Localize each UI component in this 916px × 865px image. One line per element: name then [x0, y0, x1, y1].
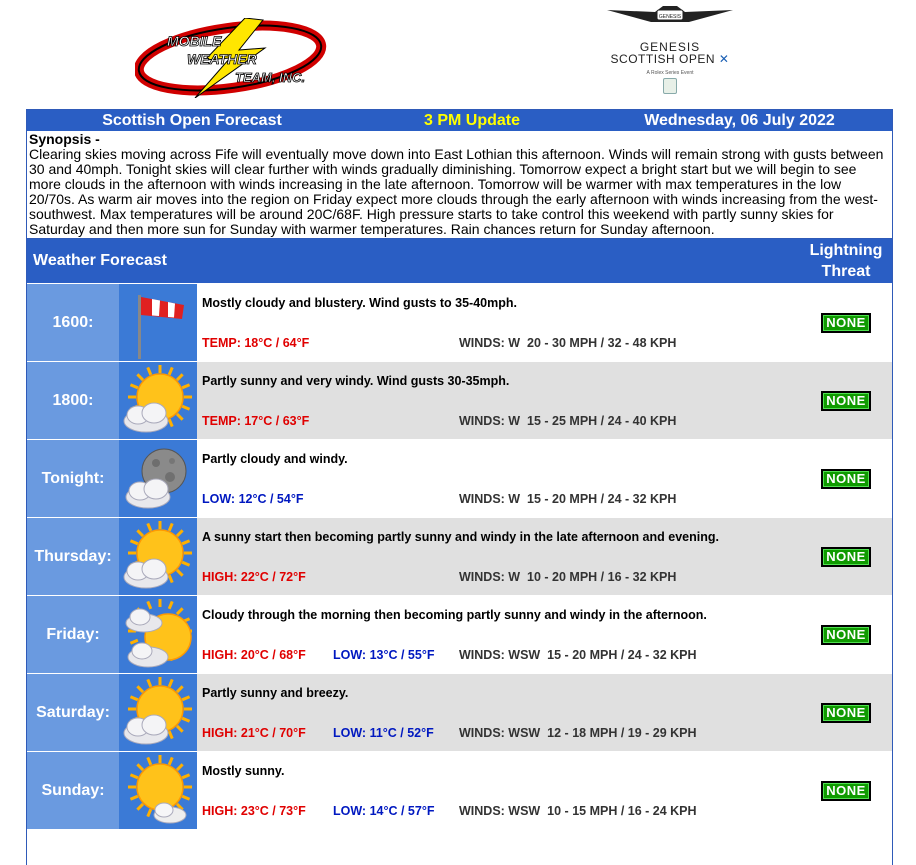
weather-forecast-title: Weather Forecast	[33, 252, 167, 269]
lightning-threat-badge: NONE	[821, 469, 871, 489]
forecast-details	[197, 362, 800, 439]
period-label: Friday:	[27, 596, 119, 673]
period-label: Thursday:	[27, 518, 119, 595]
forecast-description: Cloudy through the morning then becoming partly sunny and windy in the afternoon.	[202, 608, 707, 622]
lightning-threat-badge: NONE	[821, 703, 871, 723]
forecast-details	[197, 518, 800, 595]
forecast-row	[27, 673, 892, 751]
forecast-title: Scottish Open Forecast	[102, 111, 282, 129]
partly-sunny-icon	[119, 362, 197, 439]
mobile-weather-team-logo	[135, 18, 335, 98]
svg-text:GENESIS: GENESIS	[658, 14, 682, 20]
winds-info: WINDS: W 10 - 20 MPH / 16 - 32 KPH	[459, 570, 677, 584]
temperature-low: LOW: 11°C / 52°F	[333, 726, 434, 740]
forecast-details	[197, 752, 800, 829]
logo-text-line1: MOBILE	[167, 33, 222, 49]
period-label: 1800:	[27, 362, 119, 439]
lightning-threat-badge: NONE	[821, 391, 871, 411]
forecast-description: Partly sunny and breezy.	[202, 686, 349, 700]
title-bar	[27, 110, 892, 131]
lightning-threat-badge: NONE	[821, 313, 871, 333]
lightning-threat-cell	[800, 362, 892, 439]
winds-info: WINDS: W 15 - 25 MPH / 24 - 40 KPH	[459, 414, 677, 428]
lightning-threat-header	[800, 240, 892, 282]
period-label: Saturday:	[27, 674, 119, 751]
forecast-details	[197, 284, 800, 361]
synopsis	[27, 131, 892, 239]
weather-forecast-header	[27, 239, 892, 283]
winds-info: WINDS: WSW 12 - 18 MPH / 19 - 29 KPH	[459, 726, 697, 740]
forecast-row	[27, 595, 892, 673]
temperature-primary: HIGH: 23°C / 73°F	[202, 804, 306, 818]
winds-info: WINDS: W 20 - 30 MPH / 32 - 48 KPH	[459, 336, 677, 350]
period-label: Tonight:	[27, 440, 119, 517]
forecast-row	[27, 361, 892, 439]
forecast-row	[27, 439, 892, 517]
temperature-primary: HIGH: 21°C / 70°F	[202, 726, 306, 740]
forecast-row	[27, 517, 892, 595]
winds-info: WINDS: WSW 10 - 15 MPH / 16 - 24 KPH	[459, 804, 697, 818]
event-tagline: A Rolex Series Event	[646, 70, 694, 76]
forecast-rows	[27, 283, 892, 829]
lightning-threat-badge: NONE	[821, 547, 871, 567]
lightning-header-line1: Lightning	[809, 242, 883, 259]
lightning-threat-cell	[800, 284, 892, 361]
lightning-threat-cell	[800, 440, 892, 517]
genesis-scottish-open-logo	[600, 4, 740, 94]
event-badge-icon	[663, 78, 677, 94]
forecast-description: Mostly cloudy and blustery. Wind gusts to 35-40mph.	[202, 296, 517, 310]
temperature-primary: TEMP: 18°C / 64°F	[202, 336, 310, 350]
forecast-details	[197, 596, 800, 673]
lightning-threat-cell	[800, 596, 892, 673]
winds-info: WINDS: W 15 - 20 MPH / 24 - 32 KPH	[459, 492, 677, 506]
lightning-threat-cell	[800, 752, 892, 829]
forecast-row	[27, 283, 892, 361]
partly-sunny-icon	[119, 674, 197, 751]
synopsis-heading: Synopsis -	[29, 131, 100, 147]
period-label: Sunday:	[27, 752, 119, 829]
temperature-low: LOW: 14°C / 57°F	[333, 804, 435, 818]
windsock-icon	[119, 284, 197, 361]
forecast-date: Wednesday, 06 July 2022	[644, 111, 835, 129]
winds-info: WINDS: WSW 15 - 20 MPH / 24 - 32 KPH	[459, 648, 697, 662]
genesis-wing-icon	[605, 4, 735, 30]
forecast-description: A sunny start then becoming partly sunny and windy in the late afternoon and evening.	[202, 530, 719, 544]
lightning-threat-badge: NONE	[821, 625, 871, 645]
mostly-sunny-icon	[119, 752, 197, 829]
temperature-primary: TEMP: 17°C / 63°F	[202, 414, 310, 428]
partly-sunny-icon	[119, 518, 197, 595]
temperature-primary: LOW: 12°C / 54°F	[202, 492, 304, 506]
lightning-threat-cell	[800, 518, 892, 595]
temperature-low: LOW: 13°C / 55°F	[333, 648, 435, 662]
forecast-description: Mostly sunny.	[202, 764, 285, 778]
forecast-description: Partly cloudy and windy.	[202, 452, 348, 466]
synopsis-text: Clearing skies moving across Fife will eventually move down into East Lothian this afternoon. Winds will remain strong with gusts between 30 and 40mph. Tonight skies will clear further with winds gradually diminishing. Tomorrow expect a bright start but we will begin to see more clouds in the afternoon with winds increasing in the late afternoon. Tomorrow will be warmer with max temperatures in the low 20/70s. As warm air moves into the region on Friday expect more clouds through the early afternoon with winds increasing from the west-southwest. Max temperatures will be around 20C/68F. High pressure starts to take control this weekend with partly sunny skies for Saturday and then more sun for Sunday with warmer temperatures. Rain chances return for Sunday afternoon.	[29, 146, 884, 237]
temperature-primary: HIGH: 22°C / 72°F	[202, 570, 306, 584]
cloudy-then-sunny-icon	[119, 596, 197, 673]
forecast-details	[197, 674, 800, 751]
forecast-frame	[26, 109, 893, 865]
lightning-header-line2: Threat	[821, 263, 871, 280]
temperature-primary: HIGH: 20°C / 68°F	[202, 648, 306, 662]
event-name-line2: SCOTTISH OPEN ✕	[610, 52, 730, 66]
forecast-row	[27, 751, 892, 829]
event-name-line1: GENESIS	[639, 40, 701, 54]
forecast-description: Partly sunny and very windy. Wind gusts 30-35mph.	[202, 374, 510, 388]
lightning-threat-cell	[800, 674, 892, 751]
partly-cloudy-night-icon	[119, 440, 197, 517]
logo-text-line3: TEAM, INC.	[235, 70, 306, 85]
forecast-details	[197, 440, 800, 517]
period-label: 1600:	[27, 284, 119, 361]
update-label: 3 PM Update	[423, 111, 520, 129]
lightning-threat-badge: NONE	[821, 781, 871, 801]
logo-text-line2: WEATHER	[187, 51, 257, 67]
